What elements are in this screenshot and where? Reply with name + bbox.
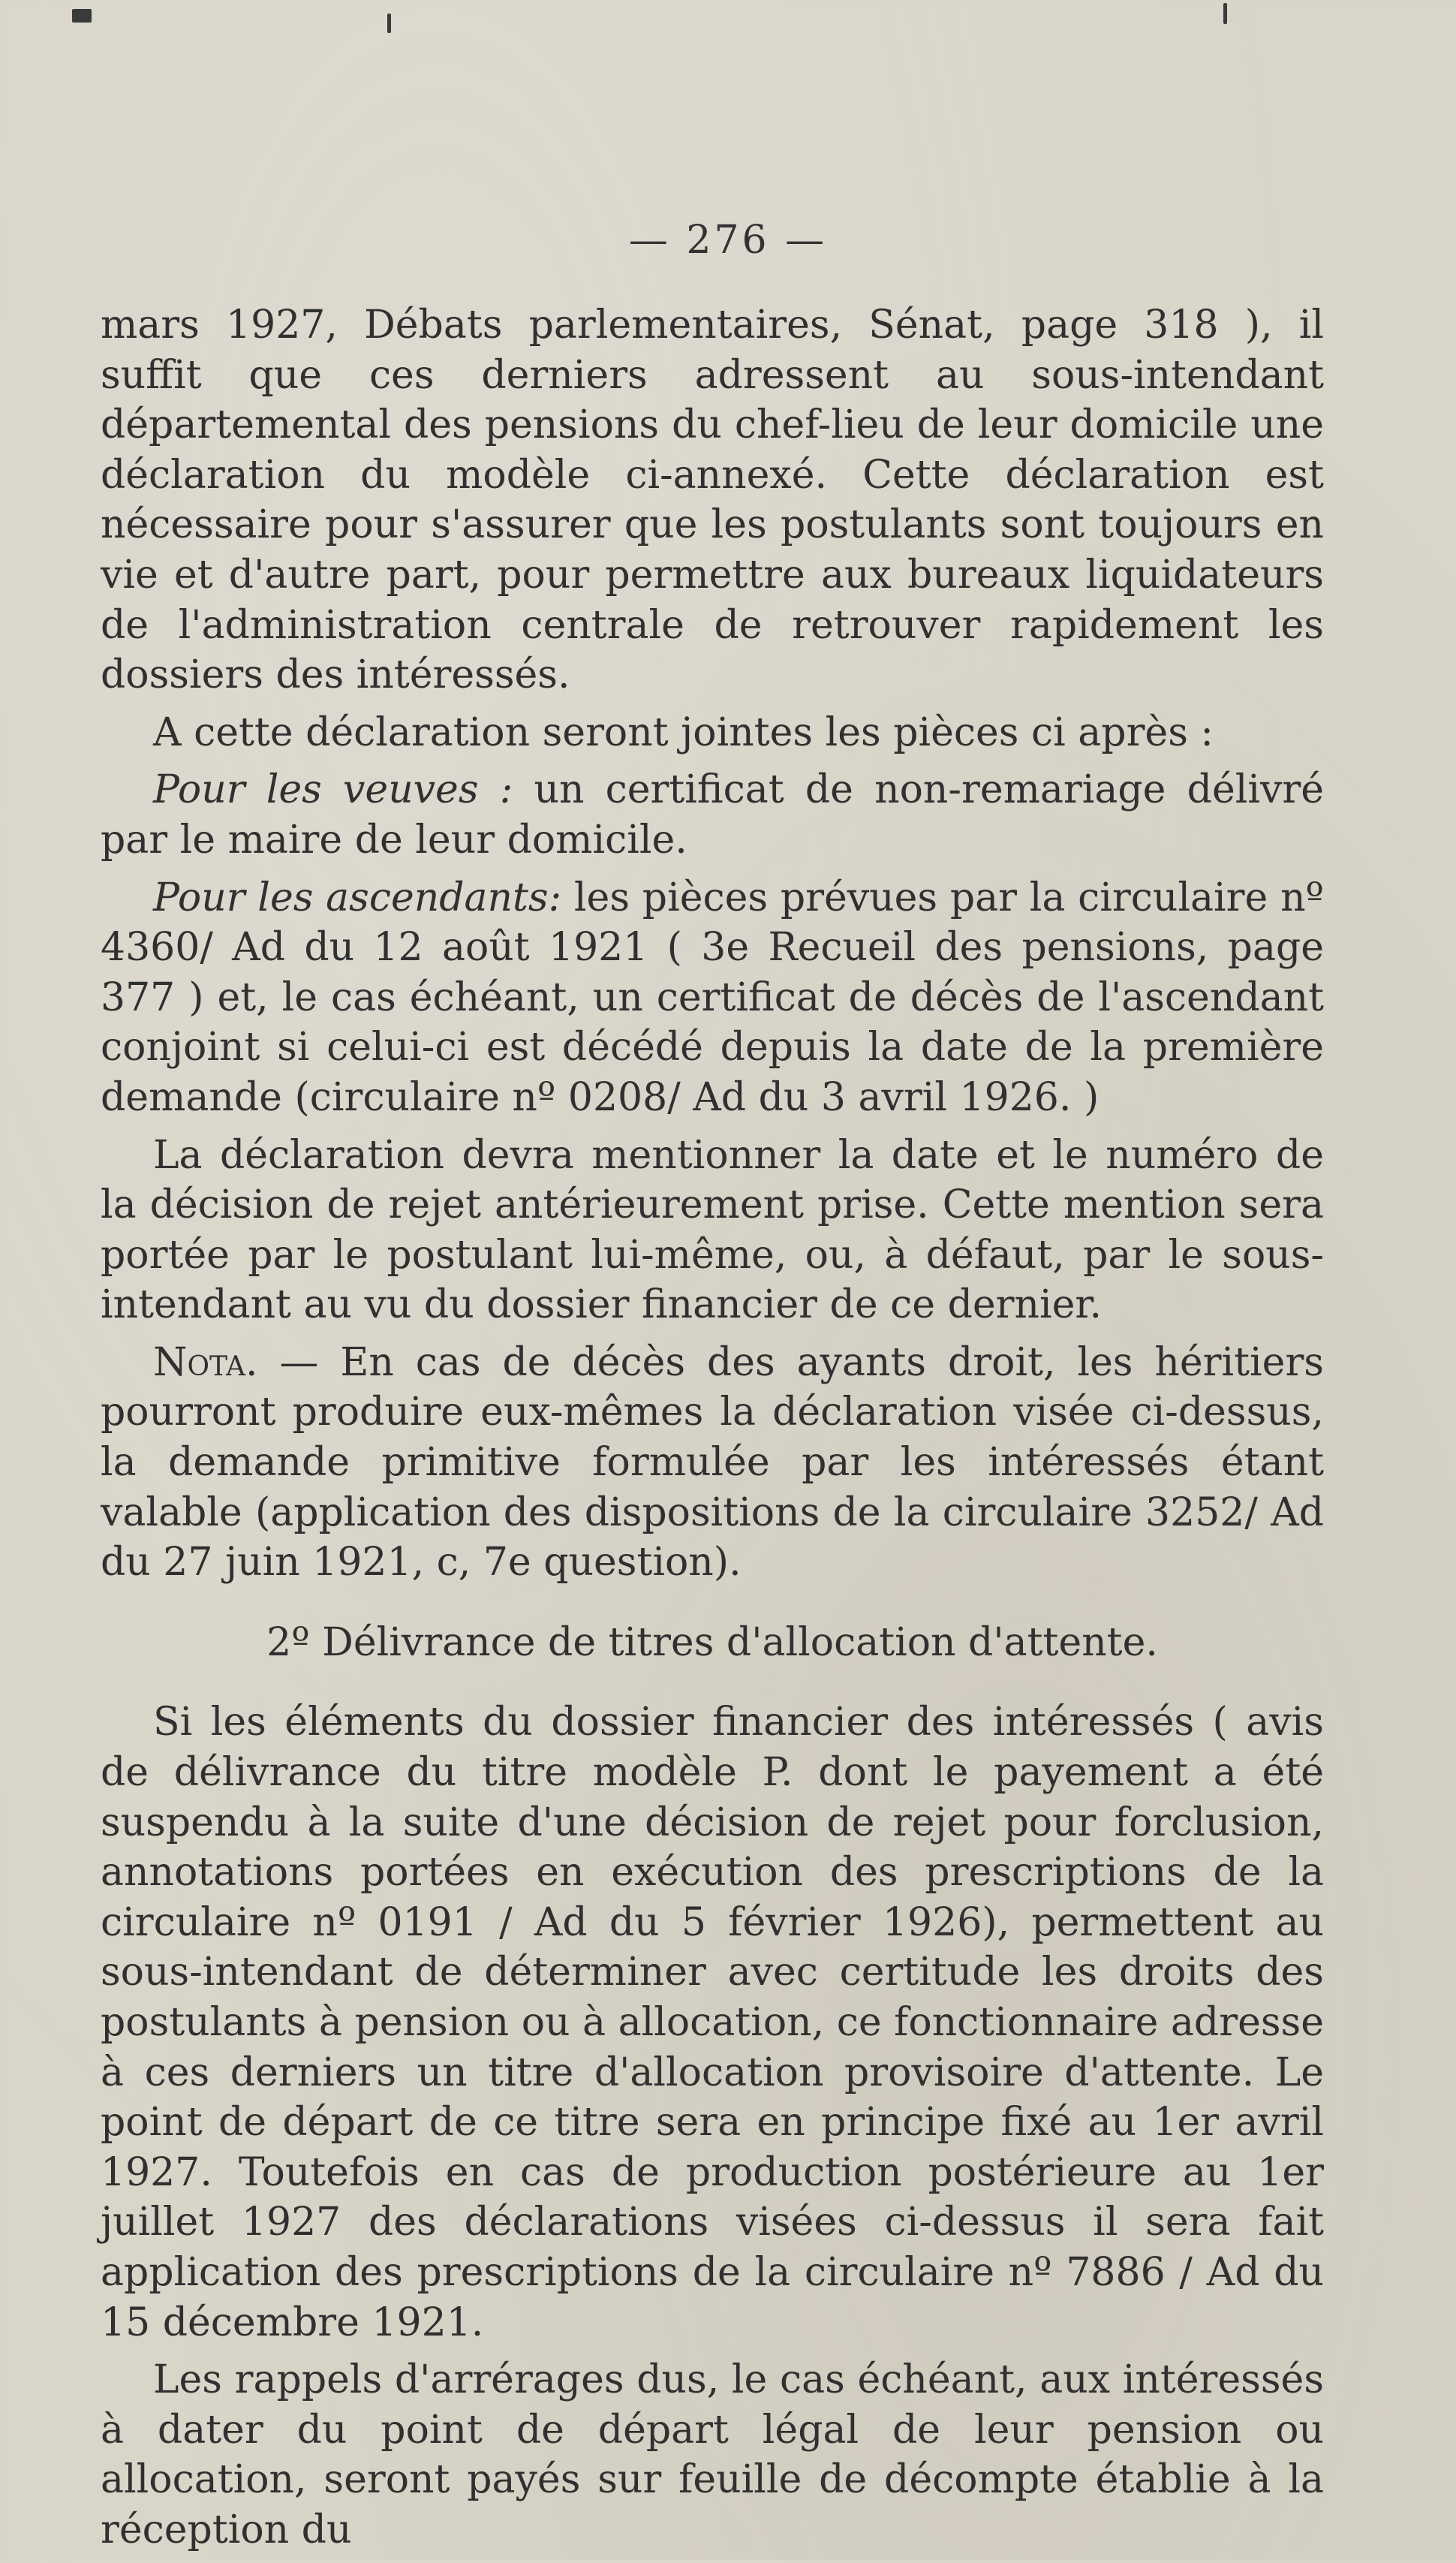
ascendants-lead: Pour les ascendants:	[153, 875, 562, 920]
paragraph-continuation: mars 1927, Débats parlementaires, Sénat, page 318 ), il suffit que ces derniers adressent au sous-intendant départemental des pensions du chef-lieu de leur domicile une déclaration du modèle ci-annexé. Cette déclaration est nécessaire pour s'assurer que les postulants sont toujours en vie et d'autre part, pour permettre aux bureaux liquidateurs de l'administration centrale de retrouver rapidement les dossiers des intéressés.	[101, 303, 1324, 698]
nota-lead: Nota.	[153, 1339, 258, 1385]
widows-text: un certificat de non-remariage délivré par le maire de leur domicile.	[101, 767, 1324, 863]
paragraph-ascendants	[101, 873, 1324, 1123]
print-speck	[1223, 3, 1227, 24]
body-text	[101, 300, 1324, 2563]
page-number: — 276 —	[628, 218, 828, 263]
paragraph-widows	[101, 765, 1324, 865]
print-speck	[72, 9, 92, 23]
paragraph-rejection-mention: La déclaration devra mentionner la date et le numéro de la décision de rejet antérieurement prise. Cette mention sera portée par le postulant lui-même, ou, à défaut, par le sous-intendant au vu du dossier financier de ce dernier.	[101, 1132, 1324, 1328]
nota-text: — En cas de décès des ayants droit, les héritiers pourront produire eux-mêmes la déclaration visée ci-dessus, la demande primitive formulée par les intéressés étant valable (application des dispositions de la circulaire 3252/ Ad du 27 juin 1921, c, 7e question).	[101, 1339, 1324, 1586]
paragraph-attachments-intro: A cette déclaration seront jointes les pièces ci après :	[153, 709, 1214, 755]
paragraph-nota	[101, 1338, 1324, 1588]
paragraph-financial-file: Si les éléments du dossier financier des intéressés ( avis de délivrance du titre modèle P. dont le payement a été suspendu à la suite d'une décision de rejet pour forclusion, annotations portées en exécution des prescriptions de la circulaire nº 0191 / Ad du 5 février 1926), permettent au sous-intendant de déterminer avec certitude les droits des postulants à pension ou à allocation, ce fonctionnaire adresse à ces derniers un titre d'allocation provisoire d'attente. Le point de départ de ce titre sera en principe fixé au 1er avril 1927. Toutefois en cas de production postérieure au 1er juillet 1927 des déclarations visées ci-dessus il sera fait application des prescriptions de la circulaire nº 7886 / Ad du 15 décembre 1921.	[101, 1700, 1324, 2345]
print-speck	[387, 14, 391, 33]
ascendants-text: les pièces prévues par la circulaire nº 4360/ Ad du 12 août 1921 ( 3e Recueil des pensions, page 377 ) et, le cas échéant, un certificat de décès de l'ascendant conjoint si celui-ci est décédé depuis la date de la première demande (circulaire nº 0208/ Ad du 3 avril 1926. )	[101, 875, 1325, 1120]
section-heading: 2º Délivrance de titres d'allocation d'attente.	[266, 1619, 1158, 1665]
paragraph-arrears: Les rappels d'arrérages dus, le cas échéant, aux intéressés à dater du point de départ légal de leur pension ou allocation, seront payés sur feuille de décompte établie à la réception du	[101, 2357, 1324, 2552]
widows-lead: Pour les veuves :	[153, 767, 513, 813]
